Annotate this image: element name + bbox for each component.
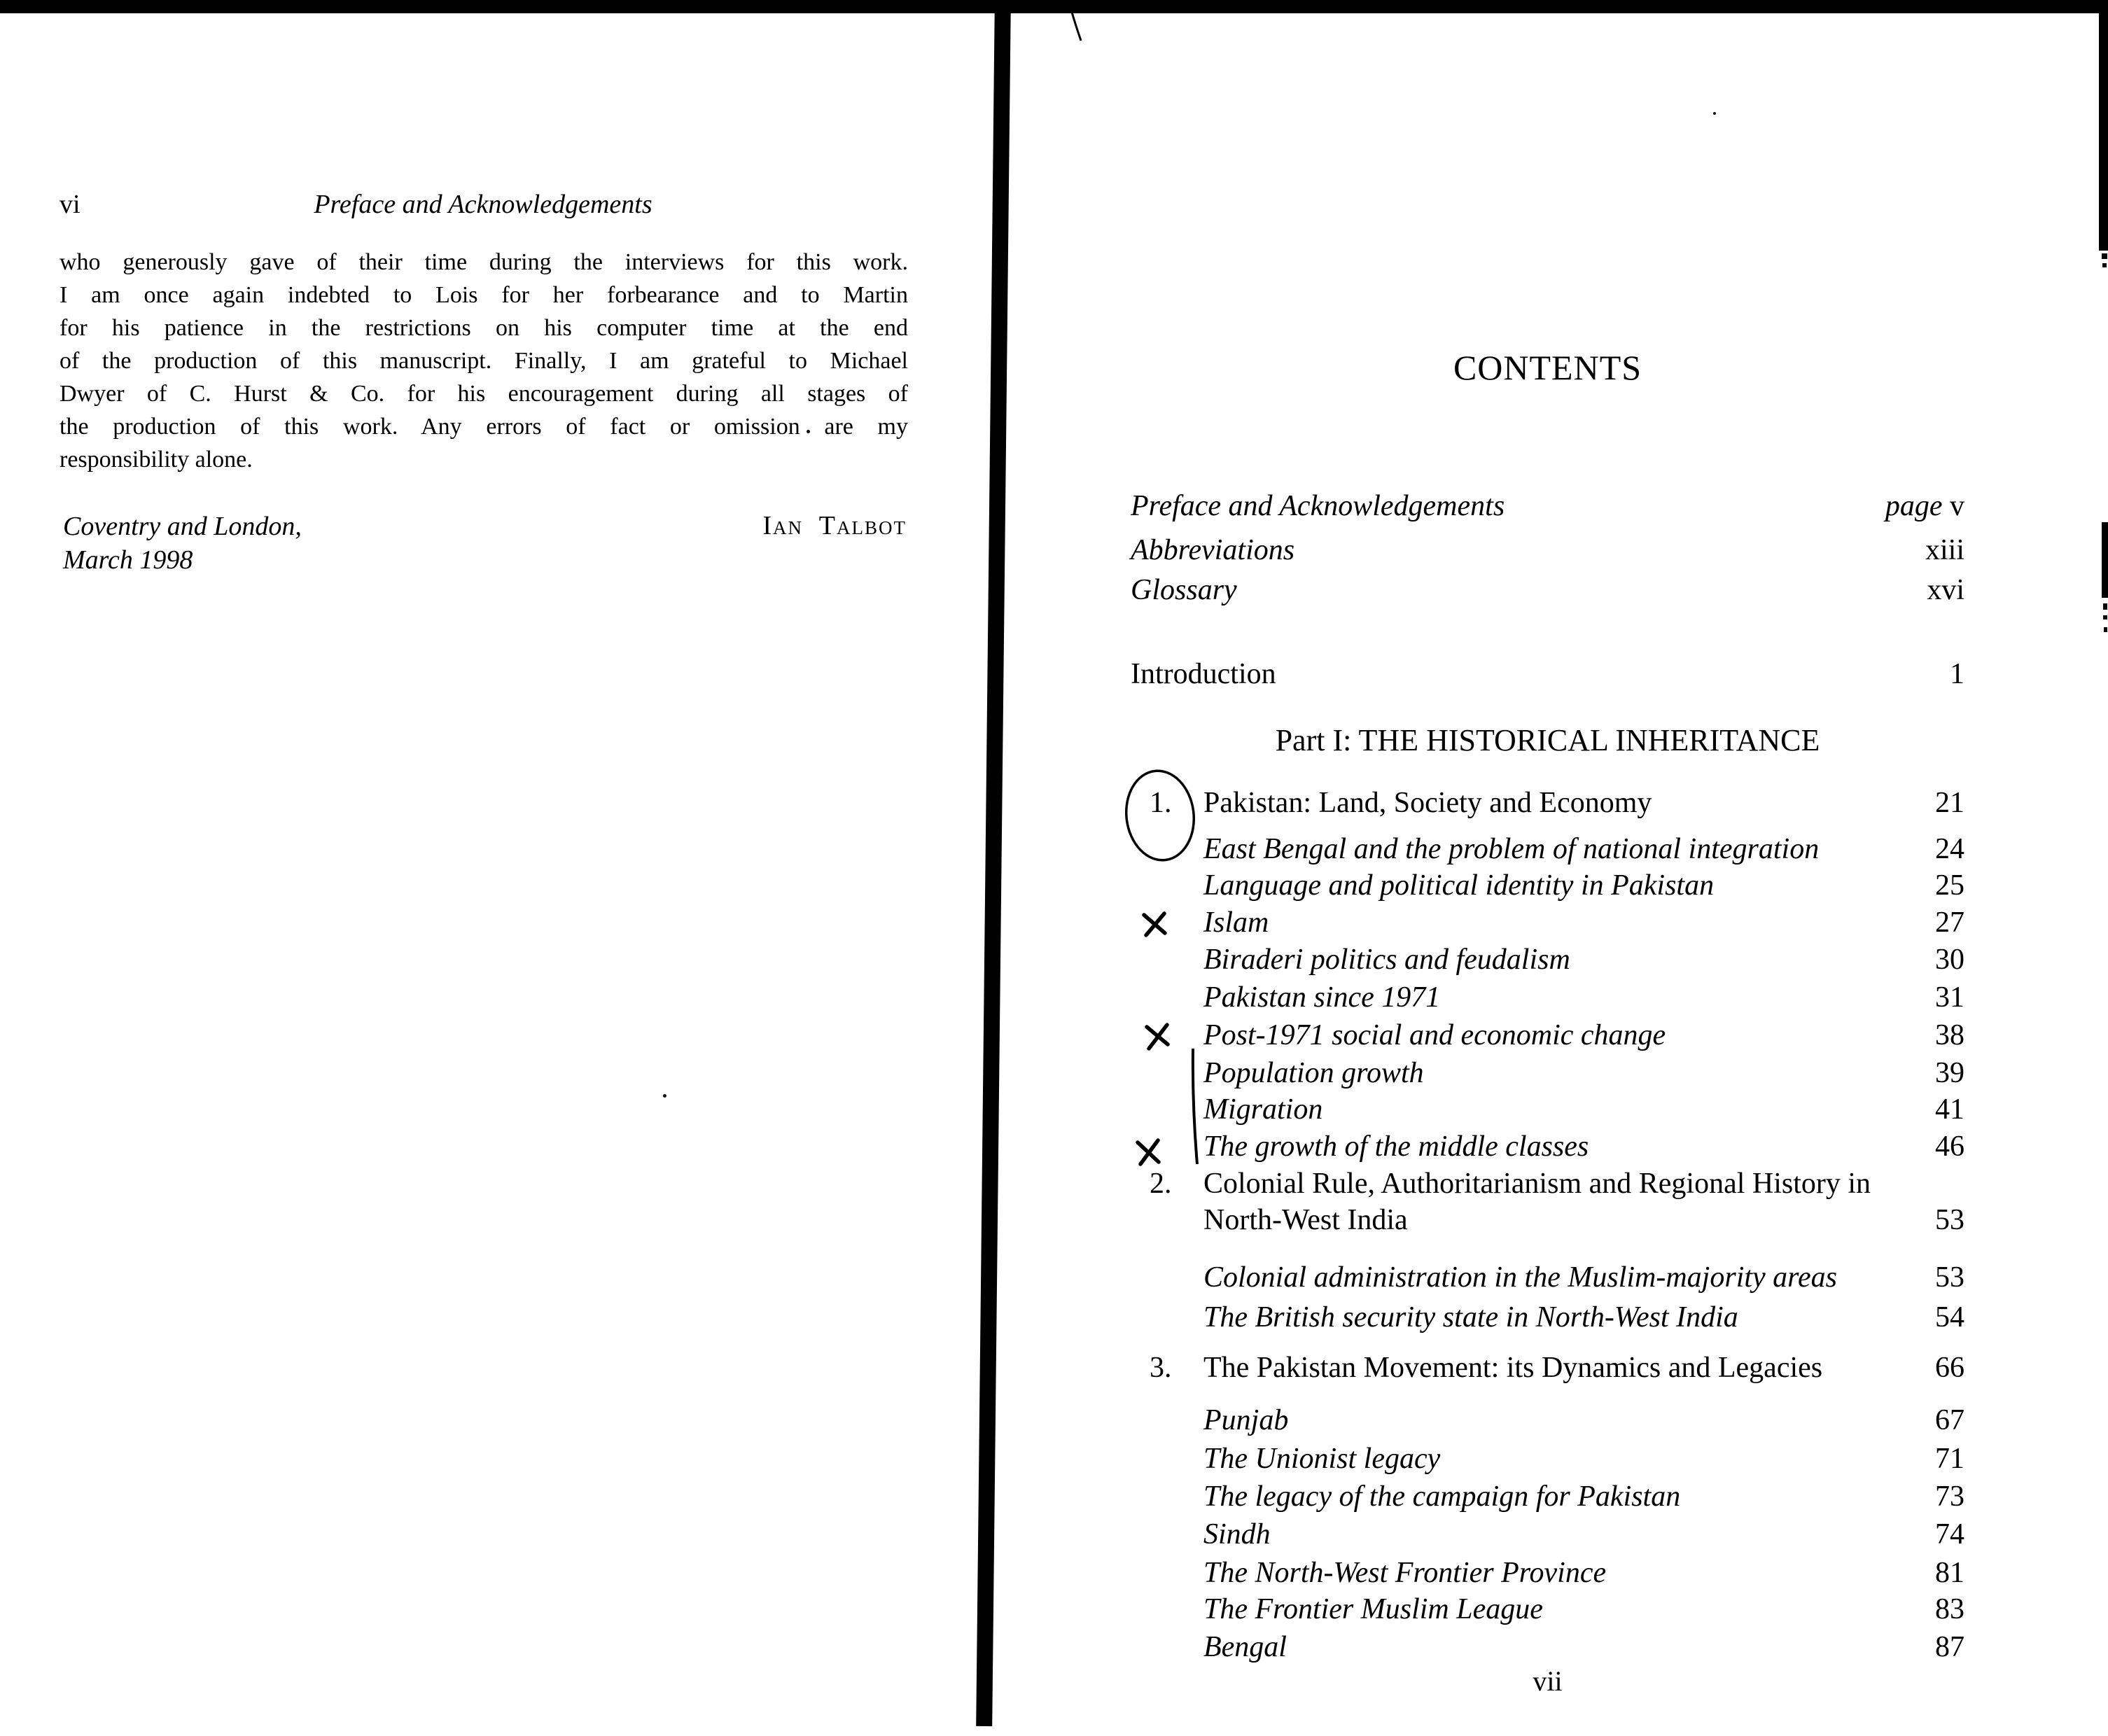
toc-row <box>1203 906 1964 939</box>
toc-page-number: 21 <box>1935 787 1964 819</box>
body-line: I am once again indebted to Lois for her forbearance and to Martin <box>60 282 908 308</box>
toc-page-number: 27 <box>1935 906 1964 939</box>
toc-page-number: 83 <box>1935 1593 1964 1625</box>
toc-entry-label: The Frontier Muslim League <box>1203 1593 1543 1625</box>
scan-edge-dash <box>2103 603 2107 610</box>
scan-edge-dash <box>2102 253 2107 259</box>
toc-row <box>1203 1480 1964 1513</box>
preface-body-paragraph <box>60 246 908 476</box>
toc-page-number: 87 <box>1935 1631 1964 1663</box>
toc-page-number <box>1885 490 1964 523</box>
scan-top-edge-bar <box>0 0 2108 13</box>
toc-entry-label: Introduction <box>1131 658 1276 690</box>
toc-page-number: 30 <box>1935 944 1964 976</box>
toc-row <box>1203 1301 1964 1334</box>
toc-page-number: 67 <box>1935 1404 1964 1436</box>
toc-row <box>1150 1168 1964 1200</box>
toc-row <box>1131 490 1964 523</box>
toc-row <box>1203 1443 1964 1476</box>
toc-row <box>1203 1261 1964 1294</box>
scan-speck <box>663 1094 666 1098</box>
toc-page-number: 53 <box>1935 1204 1964 1236</box>
toc-row <box>1131 534 1964 567</box>
toc-entry-label: Pakistan: Land, Society and Economy <box>1203 787 1652 819</box>
toc-entry-label: Post-1971 social and economic change <box>1203 1019 1666 1051</box>
toc-entry-label: Preface and Acknowledgements <box>1131 490 1505 522</box>
toc-row <box>1131 658 1964 691</box>
chapter-number: 1. <box>1150 787 1172 819</box>
toc-entry-label: North-West India <box>1203 1204 1408 1236</box>
toc-entry-label: Punjab <box>1203 1404 1289 1436</box>
left-page-number: vi <box>60 190 81 219</box>
margin-line-annotation <box>1193 1049 1197 1164</box>
toc-row <box>1203 944 1964 976</box>
toc-page-number: 66 <box>1935 1352 1964 1384</box>
toc-entry-label: Population growth <box>1203 1057 1424 1089</box>
scratch-mark <box>1071 10 1081 41</box>
scan-speck <box>1713 112 1716 115</box>
body-line: Dwyer of C. Hurst & Co. for his encouragement during all stages of <box>60 381 908 407</box>
toc-entry-label: Colonial Rule, Authoritarianism and Regional History in <box>1203 1168 1871 1200</box>
toc-row <box>1203 1130 1964 1163</box>
right-page-number: vii <box>1533 1665 1563 1697</box>
toc-page-number: 41 <box>1935 1093 1964 1126</box>
toc-entry-label: Glossary <box>1131 574 1237 606</box>
author-name: Ian Talbot <box>762 511 907 540</box>
toc-page-number: 81 <box>1935 1557 1964 1589</box>
toc-entry-label: The legacy of the campaign for Pakistan <box>1203 1480 1681 1513</box>
toc-row <box>1203 1593 1964 1626</box>
toc-page-number: xiii <box>1925 534 1964 566</box>
toc-row <box>1150 787 1964 820</box>
toc-entry-label: The growth of the middle classes <box>1203 1130 1589 1163</box>
toc-entry-label: The North-West Frontier Province <box>1203 1557 1607 1589</box>
toc-entry-label: The Unionist legacy <box>1203 1443 1441 1475</box>
contents-title: CONTENTS <box>1453 348 1642 387</box>
toc-entry-label: Biraderi politics and feudalism <box>1203 944 1570 976</box>
toc-page-number: 71 <box>1935 1443 1964 1475</box>
toc-page-number: xvi <box>1927 574 1964 606</box>
scan-edge-dash <box>2104 627 2107 632</box>
toc-entry-label: Migration <box>1203 1093 1323 1126</box>
toc-entry-label: Language and political identity in Pakistan <box>1203 869 1715 902</box>
toc-row <box>1203 869 1964 902</box>
toc-entry-label: Bengal <box>1203 1631 1287 1663</box>
toc-page-number: 53 <box>1935 1261 1964 1294</box>
toc-row <box>1131 574 1964 607</box>
scan-right-edge-bar <box>2102 522 2108 598</box>
signature-date: March 1998 <box>63 545 193 575</box>
toc-row <box>1203 833 1964 866</box>
toc-row <box>1203 1057 1964 1090</box>
toc-page-number: 31 <box>1935 981 1964 1014</box>
x-mark-annotation <box>1138 1140 1159 1164</box>
toc-page-number: 54 <box>1935 1301 1964 1334</box>
toc-row <box>1203 981 1964 1014</box>
toc-entry-label: Pakistan since 1971 <box>1203 981 1441 1014</box>
toc-page-number: 46 <box>1935 1130 1964 1163</box>
toc-entry-label: Abbreviations <box>1131 534 1295 566</box>
body-line: who generously gave of their time during the interviews for this work. <box>60 249 908 275</box>
toc-page-number: 73 <box>1935 1480 1964 1513</box>
left-running-header: Preface and Acknowledgements <box>314 190 652 219</box>
toc-page-number: 25 <box>1935 869 1964 902</box>
scan-edge-dash <box>2102 263 2107 267</box>
toc-entry-label: Sindh <box>1203 1518 1271 1550</box>
toc-row <box>1203 1093 1964 1126</box>
toc-page-number: 38 <box>1935 1019 1964 1051</box>
x-mark-annotation <box>1147 1025 1168 1049</box>
toc-row <box>1203 1631 1964 1664</box>
toc-entry-label: East Bengal and the problem of national integration <box>1203 833 1820 865</box>
toc-row <box>1203 1518 1964 1551</box>
signature-place: Coventry and London, <box>63 512 302 541</box>
toc-entry-label: Islam <box>1203 906 1269 939</box>
toc-page-number: 74 <box>1935 1518 1964 1550</box>
toc-page-number: 24 <box>1935 833 1964 865</box>
body-line: for his patience in the restrictions on his computer time at the end <box>60 315 908 341</box>
toc-entry-label: The British security state in North-West India <box>1203 1301 1738 1334</box>
toc-row <box>1203 1019 1964 1052</box>
scan-right-edge-bar <box>2099 4 2108 251</box>
toc-entry-label: Colonial administration in the Muslim-majority areas <box>1203 1261 1837 1294</box>
chapter-number: 2. <box>1150 1168 1172 1200</box>
toc-row <box>1203 1404 1964 1437</box>
x-mark-annotation <box>1144 913 1165 935</box>
page-word: page <box>1885 490 1950 522</box>
book-spine-gutter-bar <box>976 0 1011 1726</box>
chapter-number: 3. <box>1150 1352 1172 1384</box>
body-line: the production of this work. Any errors of fact or omission are my <box>60 414 908 440</box>
toc-row <box>1203 1557 1964 1590</box>
scan-edge-dash <box>2103 615 2107 620</box>
body-line: of the production of this manuscript. Finally, I am grateful to Michael <box>60 348 908 374</box>
part-heading: Part I: THE HISTORICAL INHERITANCE <box>1275 723 1820 757</box>
toc-row <box>1203 1204 1964 1237</box>
toc-page-number: 1 <box>1950 658 1964 690</box>
toc-row <box>1150 1352 1964 1385</box>
toc-page-number: 39 <box>1935 1057 1964 1089</box>
body-line: responsibility alone. <box>60 447 253 472</box>
toc-entry-label: The Pakistan Movement: its Dynamics and Legacies <box>1203 1352 1823 1384</box>
page-value: v <box>1950 490 1964 522</box>
